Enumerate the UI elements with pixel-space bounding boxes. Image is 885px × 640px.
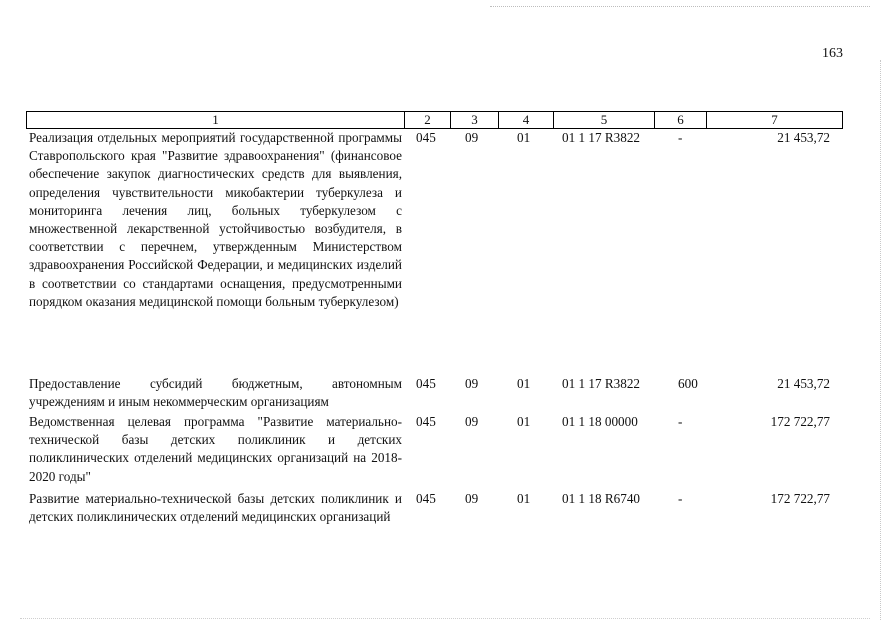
cell-col5: 01 1 17 R3822 [562, 130, 641, 145]
column-header: 7 [771, 112, 778, 127]
row-description: Ведомственная целевая программа "Развитие материально-технической базы детских поликлиник и детских поликлинических отделений медицинских организаций на 2018-2020 годы" [29, 414, 402, 484]
column-header: 4 [499, 112, 554, 128]
cell-col6: - [678, 491, 683, 506]
cell-col3: 09 [465, 376, 479, 391]
cell-col6: - [678, 414, 683, 429]
row-description: Развитие материально-технической базы детских поликлиник и детских поликлинических отделений медицинских организаций [29, 491, 402, 525]
cell-col5: 01 1 17 R3822 [562, 376, 641, 391]
column-header: 1 [27, 112, 405, 128]
cell-col4: 01 [517, 414, 531, 429]
cell-col4: 01 [517, 491, 531, 506]
cell-col6: - [678, 130, 683, 145]
column-header: 3 [451, 112, 499, 128]
cell-col3: 09 [465, 491, 479, 506]
scan-edge-top [490, 6, 870, 7]
table-header-row [26, 111, 843, 129]
cell-col5: 01 1 18 00000 [562, 414, 638, 429]
cell-col2: 045 [416, 130, 436, 145]
cell-col7: 21 453,72 [777, 130, 830, 145]
cell-col6: 600 [678, 376, 698, 391]
cell-col7: 172 722,77 [770, 491, 830, 506]
scan-edge-bottom [20, 618, 870, 619]
column-header: 5 [554, 112, 655, 128]
cell-col4: 01 [517, 376, 531, 391]
page-number: 163 [822, 46, 843, 61]
cell-col5: 01 1 18 R6740 [562, 491, 641, 506]
cell-col4: 01 [517, 130, 531, 145]
row-description: Реализация отдельных мероприятий государственной программы Ставропольского края "Развитие здравоохранения" (финансовое обеспечение закупок диагностических средств для выявления, определения чувствительности микобактерии туберкулеза и мониторинга лечения лиц, больных туберкулезом с множественной лекарственной устойчивостью возбудителя, в соответствии с перечнем, утвержденным Министерством здравоохранения Российской Федерации, и медицинских изделий в соответствии со стандартами оснащения, предусмотренными порядком оказания медицинской помощи больным туберкулезом) [29, 130, 402, 309]
scan-edge-right [880, 60, 881, 620]
cell-col7: 21 453,72 [777, 376, 830, 391]
cell-col2: 045 [416, 376, 436, 391]
cell-col3: 09 [465, 130, 479, 145]
cell-col2: 045 [416, 491, 436, 506]
cell-col3: 09 [465, 414, 479, 429]
cell-col2: 045 [416, 414, 436, 429]
column-header: 6 [655, 112, 707, 128]
cell-col7: 172 722,77 [770, 414, 830, 429]
row-description: Предоставление субсидий бюджетным, автономным учреждениям и иным некоммерческим организациям [29, 376, 402, 410]
column-header: 2 [405, 112, 451, 128]
